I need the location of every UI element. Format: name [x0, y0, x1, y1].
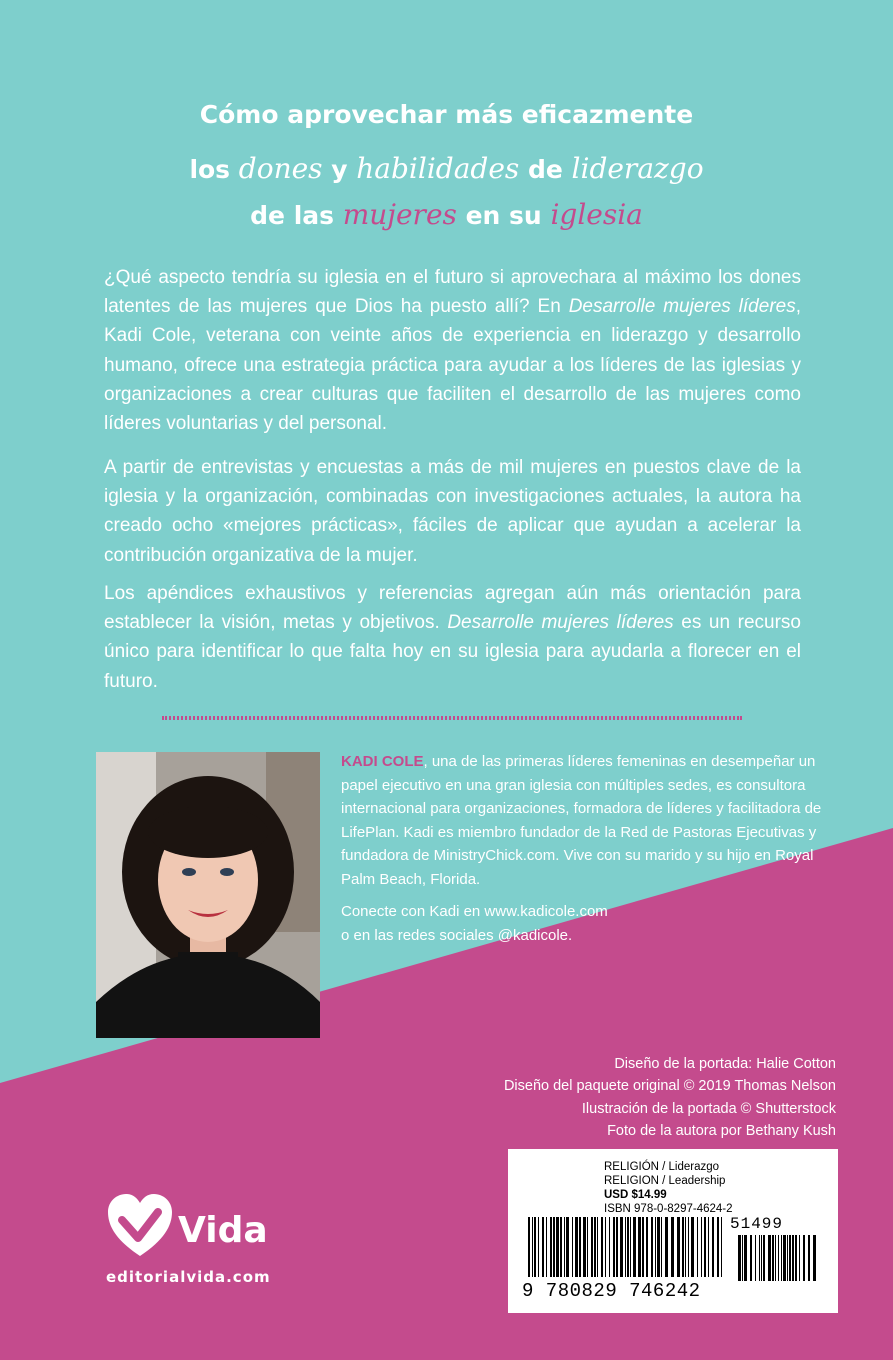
- description-paragraph-1: [104, 263, 801, 438]
- headline-line-3: [0, 198, 893, 231]
- barcode-bar: [564, 1217, 565, 1277]
- barcode-bar: [772, 1235, 774, 1281]
- barcode-bar: [655, 1217, 656, 1277]
- credits-block: [416, 1053, 836, 1142]
- barcode-bar: [630, 1217, 631, 1277]
- barcode-bar: [789, 1235, 791, 1281]
- headline-text: de las: [250, 201, 343, 230]
- barcode-bar: [575, 1217, 578, 1277]
- barcode-bar: [708, 1217, 709, 1277]
- barcode-bar: [560, 1217, 562, 1277]
- barcode-bar: [761, 1235, 762, 1281]
- barcode-bar: [697, 1217, 698, 1277]
- barcode-bar: [738, 1235, 741, 1281]
- category-english: RELIGION / Leadership: [604, 1175, 726, 1187]
- barcode-panel: [508, 1149, 838, 1313]
- price: USD $14.99: [604, 1189, 667, 1201]
- headline-text: en su: [456, 201, 551, 230]
- description-paragraph-3: [104, 579, 801, 696]
- headline-script-word-pink: mujeres: [342, 198, 457, 231]
- barcode-bar: [661, 1217, 662, 1277]
- author-name: KADI COLE: [341, 753, 424, 770]
- book-title: Desarrolle mujeres líderes: [447, 612, 674, 634]
- barcode-bar: [704, 1217, 706, 1277]
- barcode-bar: [550, 1217, 552, 1277]
- barcode-bar: [665, 1217, 668, 1277]
- credit-line: Diseño de la portada: Halie Cotton: [614, 1056, 836, 1072]
- barcode-bar: [651, 1217, 653, 1277]
- barcode-bar: [717, 1217, 719, 1277]
- barcode-bar: [642, 1217, 644, 1277]
- book-title: Desarrolle mujeres líderes: [568, 296, 796, 318]
- paragraph-text: , Kadi Cole, veterana con veinte años de experiencia en liderazgo y desarrollo humano, ofrece una estrategia práctica para ayudar a los líderes de las iglesias y organizaciones a crear culturas que faciliten el desarrollo de las mujeres como líderes voluntarias y del personal.: [104, 296, 801, 435]
- barcode-bar: [579, 1217, 581, 1277]
- barcode-bar: [587, 1217, 588, 1277]
- barcode-bar: [808, 1235, 810, 1281]
- barcode-bar: [583, 1217, 586, 1277]
- author-website-line: Conecte con Kadi en www.kadicole.com: [341, 903, 608, 920]
- barcode-bar: [638, 1217, 641, 1277]
- barcode-bar: [616, 1217, 618, 1277]
- barcode-bar: [528, 1217, 530, 1277]
- barcode-bar: [795, 1235, 797, 1281]
- ean-digits: 9 780829 746242: [522, 1280, 701, 1302]
- barcode-bar: [721, 1217, 722, 1277]
- barcode-bar: [597, 1217, 598, 1277]
- barcode-bar: [682, 1217, 684, 1277]
- barcode-bar: [763, 1235, 765, 1281]
- barcode-bar: [553, 1217, 555, 1277]
- price-code-digits: 51499: [730, 1215, 784, 1233]
- barcode-bar: [803, 1235, 805, 1281]
- barcode-bar: [546, 1217, 547, 1277]
- barcode-bar: [744, 1235, 747, 1281]
- headline-script-word: liderazgo: [571, 152, 704, 185]
- barcode-bar: [742, 1235, 743, 1281]
- barcode-bar: [556, 1217, 559, 1277]
- barcode-bar: [620, 1217, 623, 1277]
- barcode-bar: [688, 1217, 689, 1277]
- author-bio: [341, 750, 841, 891]
- headline-text: y: [322, 155, 357, 184]
- barcode-bar: [781, 1235, 782, 1281]
- barcode-bar: [627, 1217, 629, 1277]
- credit-line: Ilustración de la portada © Shutterstock: [581, 1100, 836, 1117]
- barcode-bar: [787, 1235, 788, 1281]
- barcode-bar: [759, 1235, 760, 1281]
- headline-text: de: [519, 155, 572, 184]
- headline-line-1: Cómo aprovechar más eficazmente: [199, 100, 694, 129]
- barcode-bar: [633, 1217, 636, 1277]
- barcode-bar: [534, 1217, 536, 1277]
- barcode-bar: [532, 1217, 533, 1277]
- barcode-bar: [755, 1235, 756, 1281]
- barcode-bar: [601, 1217, 603, 1277]
- barcode-bar: [712, 1217, 714, 1277]
- barcode-bar: [646, 1217, 648, 1277]
- barcode-bar: [799, 1235, 800, 1281]
- barcode-bar: [813, 1235, 816, 1281]
- barcode-bar: [685, 1217, 686, 1277]
- author-connect: [341, 900, 841, 947]
- description-paragraph-2: A partir de entrevistas y encuestas a más de mil mujeres en puestos clave de la iglesia y la organización, combinadas con investigaciones actuales, la autora ha creado ocho «mejores prácticas», fáciles de aplicar que ayudan a acelerar la contribución organizativa de la mujer.: [104, 457, 801, 566]
- author-bio-text: , una de las primeras líderes femeninas en desempeñar un papel ejecutivo en una gran iglesia con múltiples sedes, es consultora internacional para organizaciones, formadora de líderes y facilitadora de LifePlan. Kadi es miembro fundador de la Red de Pastoras Ejecutivas y fundadora de MinistryChick.com. Vive con su marido y su hijo en Royal Palm Beach, Florida.: [341, 753, 822, 888]
- paragraph-text: es un recurso único para identificar lo que falta hoy en su iglesia para ayudarla a florecer en el futuro.: [104, 612, 801, 692]
- barcode-bar: [778, 1235, 779, 1281]
- barcode-bar: [701, 1217, 702, 1277]
- barcode-bar: [609, 1217, 610, 1277]
- headline-line-2: [0, 152, 893, 185]
- dotted-divider: [162, 716, 742, 720]
- barcode-bar: [783, 1235, 786, 1281]
- headline-script-word-pink: iglesia: [550, 198, 643, 231]
- vida-heart-check-icon: [106, 1192, 174, 1260]
- barcode-bar: [613, 1217, 615, 1277]
- barcode-bar: [572, 1217, 573, 1277]
- barcode-bar: [768, 1235, 771, 1281]
- publisher-name: Vida: [178, 1210, 268, 1251]
- barcode-bar: [591, 1217, 593, 1277]
- headline-script-word: habilidades: [356, 152, 520, 185]
- headline-text: los: [189, 155, 239, 184]
- barcode-bar: [671, 1217, 674, 1277]
- barcode-bar: [775, 1235, 776, 1281]
- headline-script-word: dones: [238, 152, 323, 185]
- barcode-bar: [691, 1217, 694, 1277]
- barcode-bar: [542, 1217, 544, 1277]
- paragraph-text: ¿Qué aspecto tendría su iglesia en el futuro si aprovechara al máximo los dones latentes de las mujeres que Dios ha puesto allí? En: [104, 267, 801, 318]
- credit-line: Foto de la autora por Bethany Kush: [607, 1122, 836, 1139]
- barcode-bar: [594, 1217, 596, 1277]
- barcode-bar: [750, 1235, 752, 1281]
- barcode-bar: [625, 1217, 626, 1277]
- category-spanish: RELIGIÓN / Liderazgo: [604, 1161, 720, 1173]
- isbn: ISBN 978-0-8297-4624-2: [604, 1203, 733, 1215]
- barcode-bar: [657, 1217, 660, 1277]
- author-social-line: o en las redes sociales @kadicole.: [341, 926, 573, 944]
- barcode-bar: [605, 1217, 606, 1277]
- paragraph-text: Los apéndices exhaustivos y referencias agregan aún más orientación para establecer la visión, metas y objetivos.: [104, 583, 801, 634]
- author-photo: [96, 752, 320, 1038]
- barcode-bar: [566, 1217, 569, 1277]
- barcode-bar: [677, 1217, 680, 1277]
- credit-line: Diseño del paquete original © 2019 Thomas Nelson: [503, 1078, 836, 1095]
- barcode-bar: [538, 1217, 539, 1277]
- barcode-bars: [526, 1217, 821, 1281]
- barcode-bar: [792, 1235, 794, 1281]
- publisher-website: editorialvida.com: [106, 1268, 271, 1286]
